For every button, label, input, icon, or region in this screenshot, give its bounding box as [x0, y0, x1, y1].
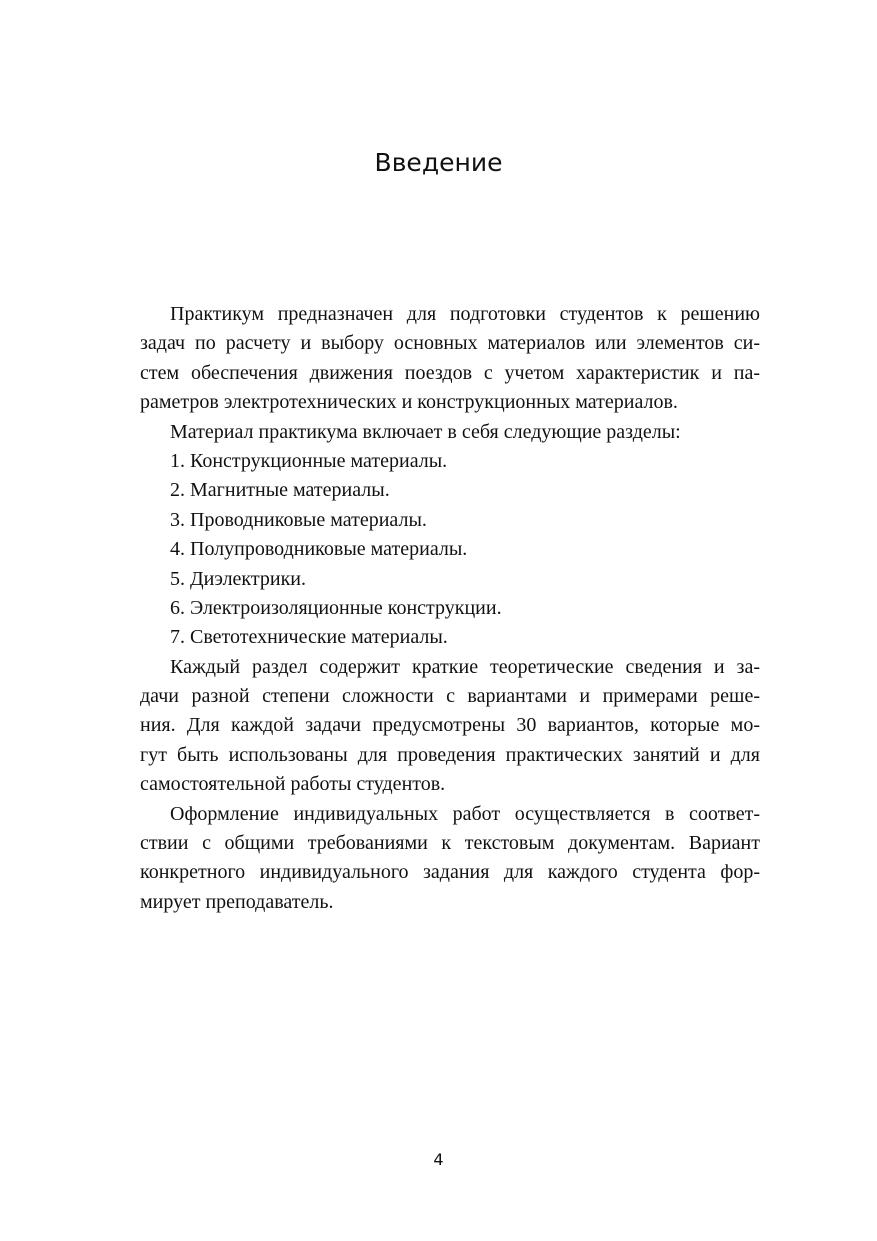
list-item-3: 3. Проводниковые материалы. — [170, 508, 427, 531]
paragraph-4-line-2: ствии с общими требованиями к текстовым документам. Вариант — [140, 832, 760, 855]
paragraph-1-line-2: задач по расчету и выбору основных материалов или элементов си- — [140, 332, 760, 355]
paragraph-3-line-4: гут быть использованы для проведения практических занятий и для — [140, 743, 760, 766]
list-item-7: 7. Светотехнические материалы. — [170, 626, 448, 649]
list-item-2: 2. Магнитные материалы. — [170, 479, 390, 502]
paragraph-1-line-4: раметров электротехнических и конструкционных материалов. — [140, 391, 678, 414]
list-item-1: 1. Конструкционные материалы. — [170, 449, 448, 472]
list-item-5: 5. Диэлектрики. — [170, 567, 306, 590]
paragraph-3-line-1: Каждый раздел содержит краткие теоретические сведения и за- — [170, 655, 760, 678]
paragraph-4-line-4: мирует преподаватель. — [140, 890, 334, 913]
body-text — [140, 300, 760, 917]
paragraph-3-line-5: самостоятельной работы студентов. — [140, 773, 446, 796]
section-heading: Введение — [374, 148, 503, 177]
paragraph-3-line-3: ния. Для каждой задачи предусмотрены 30 вариантов, которые мо- — [140, 714, 760, 737]
paragraph-1-line-1: Практикум предназначен для подготовки студентов к решению — [170, 303, 760, 325]
paragraph-4-line-1: Оформление индивидуальных работ осуществляется в соответ- — [170, 802, 760, 825]
page-number: 4 — [433, 1150, 444, 1169]
paragraph-1-line-3: стем обеспечения движения поездов с учетом характеристик и па- — [140, 361, 760, 384]
list-item-6: 6. Электроизоляционные конструкции. — [170, 596, 502, 619]
list-item-4: 4. Полупроводниковые материалы. — [170, 538, 468, 561]
paragraph-4-line-3: конкретного индивидуального задания для каждого студента фор- — [140, 861, 760, 884]
paragraph-2: Материал практикума включает в себя следующие разделы: — [170, 420, 681, 443]
paragraph-3-line-2: дачи разной степени сложности с вариантами и примерами реше- — [140, 685, 760, 708]
